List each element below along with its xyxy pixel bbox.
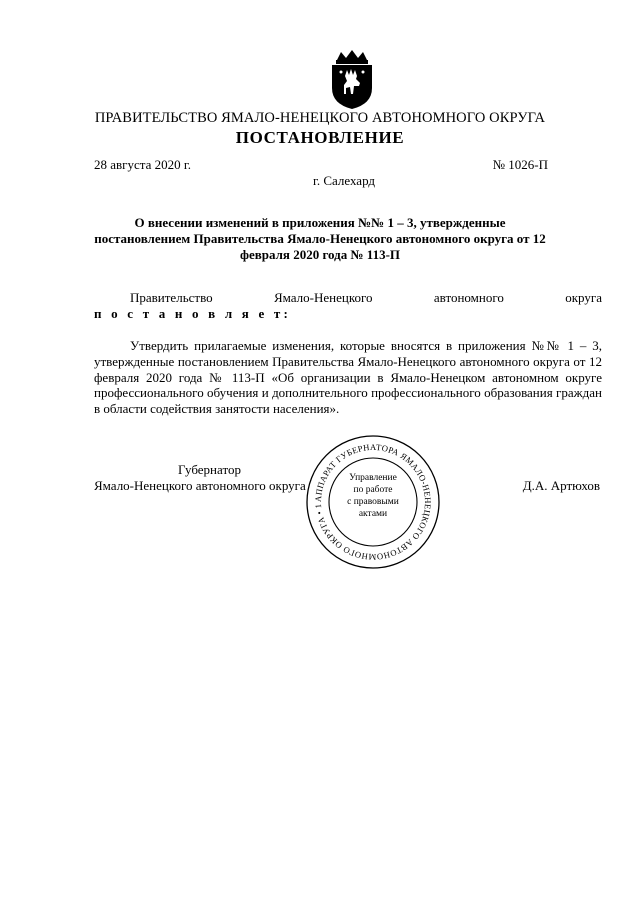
government-title: ПРАВИТЕЛЬСТВО ЯМАЛО-НЕНЕЦКОГО АВТОНОМНОГО ОКРУГА — [94, 110, 546, 126]
coat-of-arms-emblem — [327, 48, 377, 110]
official-stamp — [303, 432, 443, 572]
body-paragraph: Утвердить прилагаемые изменения, которые вносятся в приложения №№ 1 – 3, утвержденные постановлением Правительства Ямало-Ненецкого автономного округа от 12 февраля 2020 года № 113-П «Об организации в Ямало-Ненецком автономном округе профессионального обучения и дополнительного профессионального образования граждан в области содействия занятости населения». — [94, 338, 602, 417]
document-number: № 1026-П — [492, 157, 548, 172]
signatory-position-region: Ямало-Ненецкого автономного округа — [94, 478, 306, 493]
stamp-center-line: с правовыми — [347, 497, 399, 507]
preamble-word: округа — [565, 290, 602, 305]
preamble-word: Правительство — [130, 290, 213, 305]
stamp-center-line: по работе — [353, 485, 393, 495]
document-heading: О внесении изменений в приложения №№ 1 – 3, утвержденные постановлением Правительства Ямало-Ненецкого автономного округа от 12 февраля 2020 года № 113-П — [94, 215, 546, 262]
document-place: г. Салехард — [312, 173, 376, 188]
preamble-word: Ямало-Ненецкого — [273, 290, 373, 305]
stamp-ring-text: АППАРАТ ГУБЕРНАТОРА ЯМАЛО-НЕНЕЦКОГО АВТОНОМНОГО ОКРУГА • 1 — [312, 441, 434, 563]
signatory-name: Д.А. Артюхов — [522, 478, 600, 493]
document-type: ПОСТАНОВЛЕНИЕ — [235, 128, 405, 147]
preamble-word: автономного — [433, 290, 504, 305]
stamp-center-line: Управление — [349, 473, 397, 483]
decree-word: п о с т а н о в л я е т: — [94, 306, 292, 321]
stamp-center-line: актами — [358, 509, 388, 519]
document-date: 28 августа 2020 г. — [94, 157, 191, 172]
signatory-position: Губернатор — [178, 462, 241, 477]
preamble-line — [94, 290, 602, 306]
